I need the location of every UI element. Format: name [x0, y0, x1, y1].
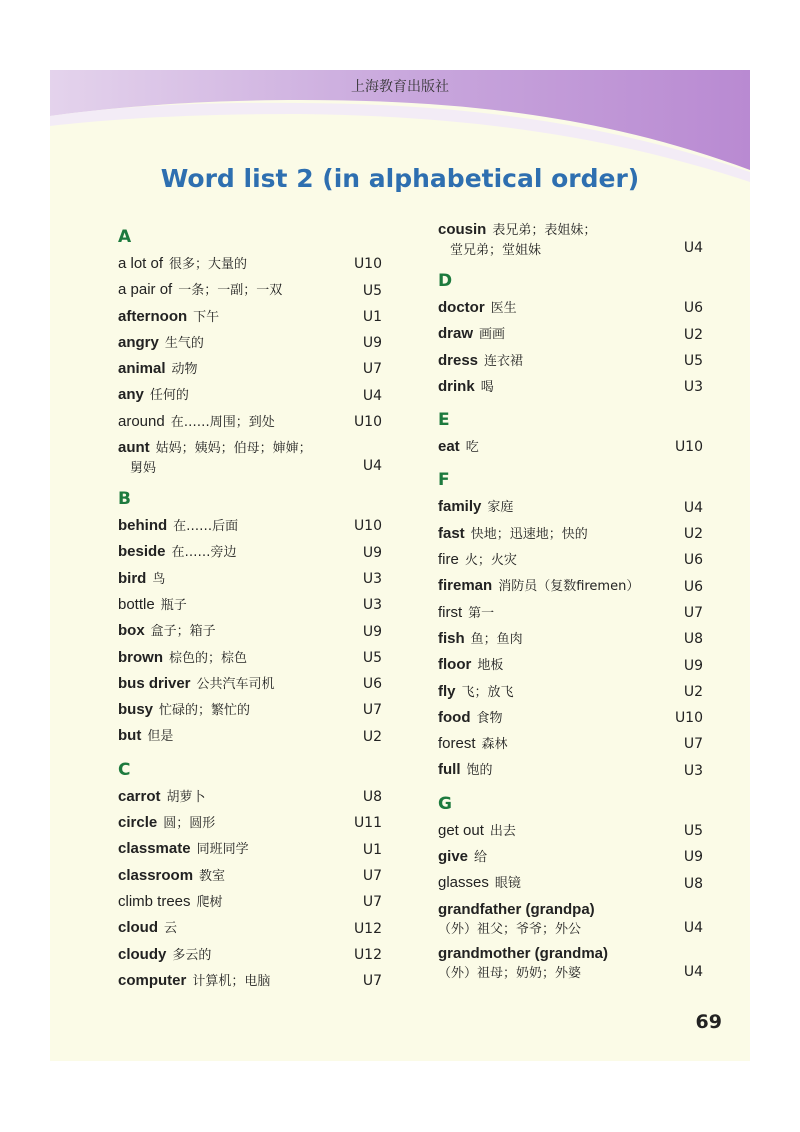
- entry-word: grandfather (grandpa): [438, 900, 595, 918]
- entry-word: fireman: [438, 577, 493, 595]
- entry-unit: U4: [362, 387, 382, 404]
- entry-word: behind: [118, 517, 168, 535]
- entry-meaning: 鸟: [152, 571, 166, 587]
- entry-meaning: 鱼；鱼肉: [470, 631, 523, 647]
- entry-word: grandmother (grandma): [438, 944, 609, 962]
- section-letter-e: E: [438, 410, 450, 431]
- entry-meaning: 喝: [480, 379, 494, 395]
- entry-unit: U7: [362, 894, 382, 911]
- word-entry: [118, 333, 382, 359]
- entry-word: give: [438, 848, 469, 866]
- word-entry: [438, 847, 703, 873]
- entry-word: animal: [118, 360, 166, 378]
- section-letter-d: D: [438, 271, 453, 291]
- entry-unit: U9: [362, 544, 382, 561]
- entry-unit: U9: [683, 657, 703, 674]
- entry-meaning: 出去: [489, 823, 516, 839]
- entry-meaning: 任何的: [149, 388, 189, 404]
- word-entry: [438, 655, 703, 681]
- entry-meaning: 飞；放飞: [461, 684, 514, 700]
- word-entry: [438, 734, 703, 760]
- entry-unit: U9: [362, 623, 382, 640]
- entry-word: bird: [118, 569, 147, 587]
- entry-word: cloudy: [118, 945, 167, 963]
- entry-unit: U6: [683, 300, 703, 317]
- entry-word: but: [118, 727, 142, 745]
- entry-word: first: [438, 603, 463, 621]
- word-entry: [438, 944, 703, 988]
- entry-meaning: 眼镜: [494, 876, 521, 892]
- word-entry: [118, 787, 382, 813]
- entry-meaning: 多云的: [172, 947, 212, 963]
- entry-meaning: 画画: [479, 327, 506, 343]
- entry-unit: U6: [683, 552, 703, 569]
- word-entry: [118, 412, 382, 438]
- entry-meaning: 连衣裙: [484, 353, 524, 369]
- entry-unit: U12: [353, 946, 382, 963]
- entry-unit: U11: [353, 815, 382, 832]
- entry-unit: U10: [674, 710, 703, 727]
- entry-word: doctor: [438, 299, 485, 316]
- section-letter-f: F: [438, 470, 450, 491]
- entry-word: fast: [438, 524, 465, 542]
- entry-meaning: 很多；大量的: [169, 257, 248, 272]
- section-letter-a: A: [118, 227, 132, 247]
- entry-word: classmate: [118, 840, 191, 858]
- word-entry: [438, 629, 703, 655]
- entry-word: glasses: [438, 874, 489, 892]
- entry-word: family: [438, 498, 482, 516]
- entry-meaning: 生气的: [164, 335, 204, 351]
- entry-word: bus driver: [118, 674, 191, 692]
- entry-word: beside: [118, 543, 166, 561]
- word-entry: [438, 220, 703, 264]
- section-letter-b: B: [118, 489, 131, 510]
- entry-meaning: 火；火灾: [464, 553, 517, 569]
- entry-meaning: 公共汽车司机: [196, 676, 275, 692]
- word-entry: [118, 971, 382, 997]
- entry-unit: U3: [362, 570, 382, 587]
- entry-unit: U5: [683, 823, 703, 840]
- entry-word: angry: [118, 333, 159, 351]
- entry-word: drink: [438, 377, 475, 395]
- word-entry: [118, 866, 382, 892]
- entry-unit: U7: [362, 867, 382, 884]
- entry-meaning: 给: [474, 850, 488, 866]
- entry-meaning: 瓶子: [160, 597, 187, 613]
- entry-unit: U10: [353, 414, 382, 431]
- word-entry: [438, 324, 703, 350]
- entry-unit: U2: [362, 728, 382, 745]
- publisher-name: 上海教育出版社: [351, 79, 449, 95]
- entry-word: forest: [438, 735, 476, 753]
- entry-word: a lot of: [118, 255, 164, 272]
- word-entry: [438, 603, 703, 629]
- entry-word: draw: [438, 325, 474, 343]
- entry-word: aunt: [118, 439, 150, 457]
- entry-word: brown: [118, 648, 163, 666]
- word-entry: [438, 351, 703, 377]
- entry-meaning: 吃: [465, 440, 479, 456]
- entry-meaning: 但是: [147, 729, 174, 745]
- word-entry: [118, 813, 382, 839]
- entry-unit: U7: [683, 604, 703, 621]
- word-entry: [438, 497, 703, 523]
- entry-word: fish: [438, 629, 465, 647]
- word-entry: [438, 377, 703, 403]
- entry-meaning: 消防员（复数firemen）: [498, 579, 640, 595]
- entry-word: eat: [438, 438, 460, 456]
- word-entry: [118, 280, 382, 306]
- entry-meaning: 食物: [476, 710, 503, 726]
- word-column-right: [438, 220, 703, 988]
- word-entry: [118, 621, 382, 647]
- word-entry: [438, 873, 703, 899]
- entry-word: climb trees: [118, 892, 191, 910]
- word-entry: [438, 900, 703, 944]
- entry-unit: U2: [683, 326, 703, 343]
- entry-word: classroom: [118, 866, 194, 884]
- word-entry: [118, 595, 382, 621]
- entry-unit: U9: [362, 335, 382, 352]
- entry-meaning: 动物: [171, 362, 198, 378]
- word-entry: [118, 569, 382, 595]
- entry-unit: U5: [362, 649, 382, 666]
- entry-unit: U10: [353, 256, 382, 273]
- entry-unit: U5: [683, 352, 703, 369]
- word-entry: [438, 298, 703, 324]
- entry-word: food: [438, 708, 471, 726]
- word-entry: [438, 437, 703, 463]
- entry-meaning: 表兄弟；表姐妹；: [492, 223, 597, 238]
- entry-meaning: 计算机；电脑: [192, 973, 271, 989]
- entry-unit: U5: [362, 282, 382, 299]
- entry-meaning: 家庭: [487, 500, 514, 516]
- entry-word: around: [118, 412, 165, 430]
- entry-meaning: 一条；一副；一双: [178, 283, 283, 299]
- word-entry: [118, 438, 382, 482]
- word-entry: [118, 918, 382, 944]
- entry-unit: U6: [362, 676, 382, 693]
- entry-meaning: 姑妈；姨妈；伯母；婶婶；: [155, 441, 312, 457]
- entry-meaning: 在……旁边: [171, 545, 237, 561]
- entry-unit: U7: [362, 702, 382, 719]
- entry-meaning: 饱的: [466, 763, 493, 779]
- entry-word: box: [118, 622, 145, 640]
- entry-meaning: 教室: [199, 868, 226, 884]
- entry-unit: U4: [683, 499, 703, 516]
- entry-meaning: 在……周围；到处: [170, 414, 275, 430]
- section-letter-g: G: [438, 793, 452, 814]
- entry-meaning: 胡萝卜: [166, 789, 206, 805]
- entry-unit: U10: [674, 439, 703, 456]
- word-entry: [438, 760, 703, 786]
- entry-unit: U8: [362, 789, 382, 806]
- entry-meaning: 云: [164, 921, 178, 937]
- entry-word: full: [438, 761, 461, 779]
- entry-meaning-continued: 舅妈: [130, 461, 157, 477]
- entry-word: cloud: [118, 919, 158, 937]
- textbook-page: [50, 70, 750, 1061]
- entry-meaning-continued: （外）祖母；奶奶；外婆: [438, 965, 582, 981]
- entry-word: carrot: [118, 787, 161, 805]
- entry-word: a pair of: [118, 281, 173, 299]
- entry-meaning: 棕色的；棕色: [169, 650, 248, 666]
- entry-unit: U8: [683, 631, 703, 648]
- entry-meaning: 忙碌的；繁忙的: [159, 703, 251, 719]
- entry-meaning: 爬树: [196, 894, 223, 910]
- entry-meaning: 森林: [481, 737, 508, 753]
- entry-word: floor: [438, 656, 472, 674]
- word-entry: [118, 700, 382, 726]
- entry-unit: U4: [683, 919, 703, 936]
- page-number: 69: [695, 1011, 722, 1033]
- entry-word: fire: [438, 551, 459, 569]
- entry-meaning: 快地；迅速地；快的: [470, 526, 588, 542]
- word-column-left: [118, 220, 382, 997]
- entry-unit: U8: [683, 875, 703, 892]
- entry-meaning: 在……后面: [173, 519, 239, 535]
- entry-word: afternoon: [118, 307, 188, 325]
- entry-unit: U3: [362, 597, 382, 614]
- entry-word: any: [118, 386, 144, 404]
- word-entry: [118, 516, 382, 542]
- page-title: Word list 2 (in alphabetical order): [160, 164, 640, 193]
- word-entry: [438, 821, 703, 847]
- entry-word: computer: [118, 971, 187, 989]
- word-entry: [118, 892, 382, 918]
- entry-meaning-continued: （外）祖父；爷爷；外公: [438, 921, 582, 937]
- word-entry: [438, 682, 703, 708]
- word-entry: [118, 945, 382, 971]
- entry-unit: U7: [362, 973, 382, 990]
- entry-meaning: 盒子；箱子: [150, 624, 216, 640]
- word-entry: [118, 254, 382, 280]
- entry-unit: U7: [683, 736, 703, 753]
- entry-meaning: 圆；圆形: [163, 816, 216, 832]
- entry-unit: U6: [683, 578, 703, 595]
- entry-word: get out: [438, 821, 484, 839]
- section-letter-c: C: [118, 759, 131, 780]
- word-entry: [438, 576, 703, 602]
- entry-meaning: 地板: [477, 658, 504, 674]
- entry-unit: U4: [362, 458, 382, 475]
- entry-unit: U7: [362, 361, 382, 378]
- word-entry: [118, 648, 382, 674]
- entry-unit: U3: [683, 379, 703, 396]
- entry-word: circle: [118, 814, 158, 832]
- entry-unit: U2: [683, 683, 703, 700]
- entry-unit: U4: [683, 240, 703, 256]
- entry-word: busy: [118, 701, 154, 719]
- entry-unit: U10: [353, 518, 382, 535]
- entry-word: fly: [438, 682, 456, 700]
- entry-word: bottle: [118, 595, 155, 613]
- entry-meaning-continued: 堂兄弟；堂姐妹: [450, 243, 542, 258]
- word-entry: [438, 524, 703, 550]
- word-entry: [118, 839, 382, 865]
- word-entry: [118, 674, 382, 700]
- entry-word: dress: [438, 351, 479, 369]
- word-entry: [118, 542, 382, 568]
- entry-meaning: 同班同学: [196, 842, 249, 858]
- entry-word: cousin: [438, 221, 487, 238]
- word-entry: [118, 385, 382, 411]
- word-entry: [118, 726, 382, 752]
- word-entry: [438, 708, 703, 734]
- word-entry: [438, 550, 703, 576]
- entry-unit: U3: [683, 762, 703, 779]
- entry-unit: U1: [362, 308, 382, 325]
- entry-unit: U9: [683, 849, 703, 866]
- entry-meaning: 下午: [193, 309, 220, 325]
- entry-unit: U4: [683, 963, 703, 980]
- entry-unit: U1: [362, 841, 382, 858]
- word-entry: [118, 359, 382, 385]
- entry-meaning: 第一: [468, 605, 495, 621]
- entry-meaning: 医生: [490, 301, 517, 316]
- entry-unit: U12: [353, 920, 382, 937]
- entry-unit: U2: [683, 526, 703, 543]
- word-entry: [118, 307, 382, 333]
